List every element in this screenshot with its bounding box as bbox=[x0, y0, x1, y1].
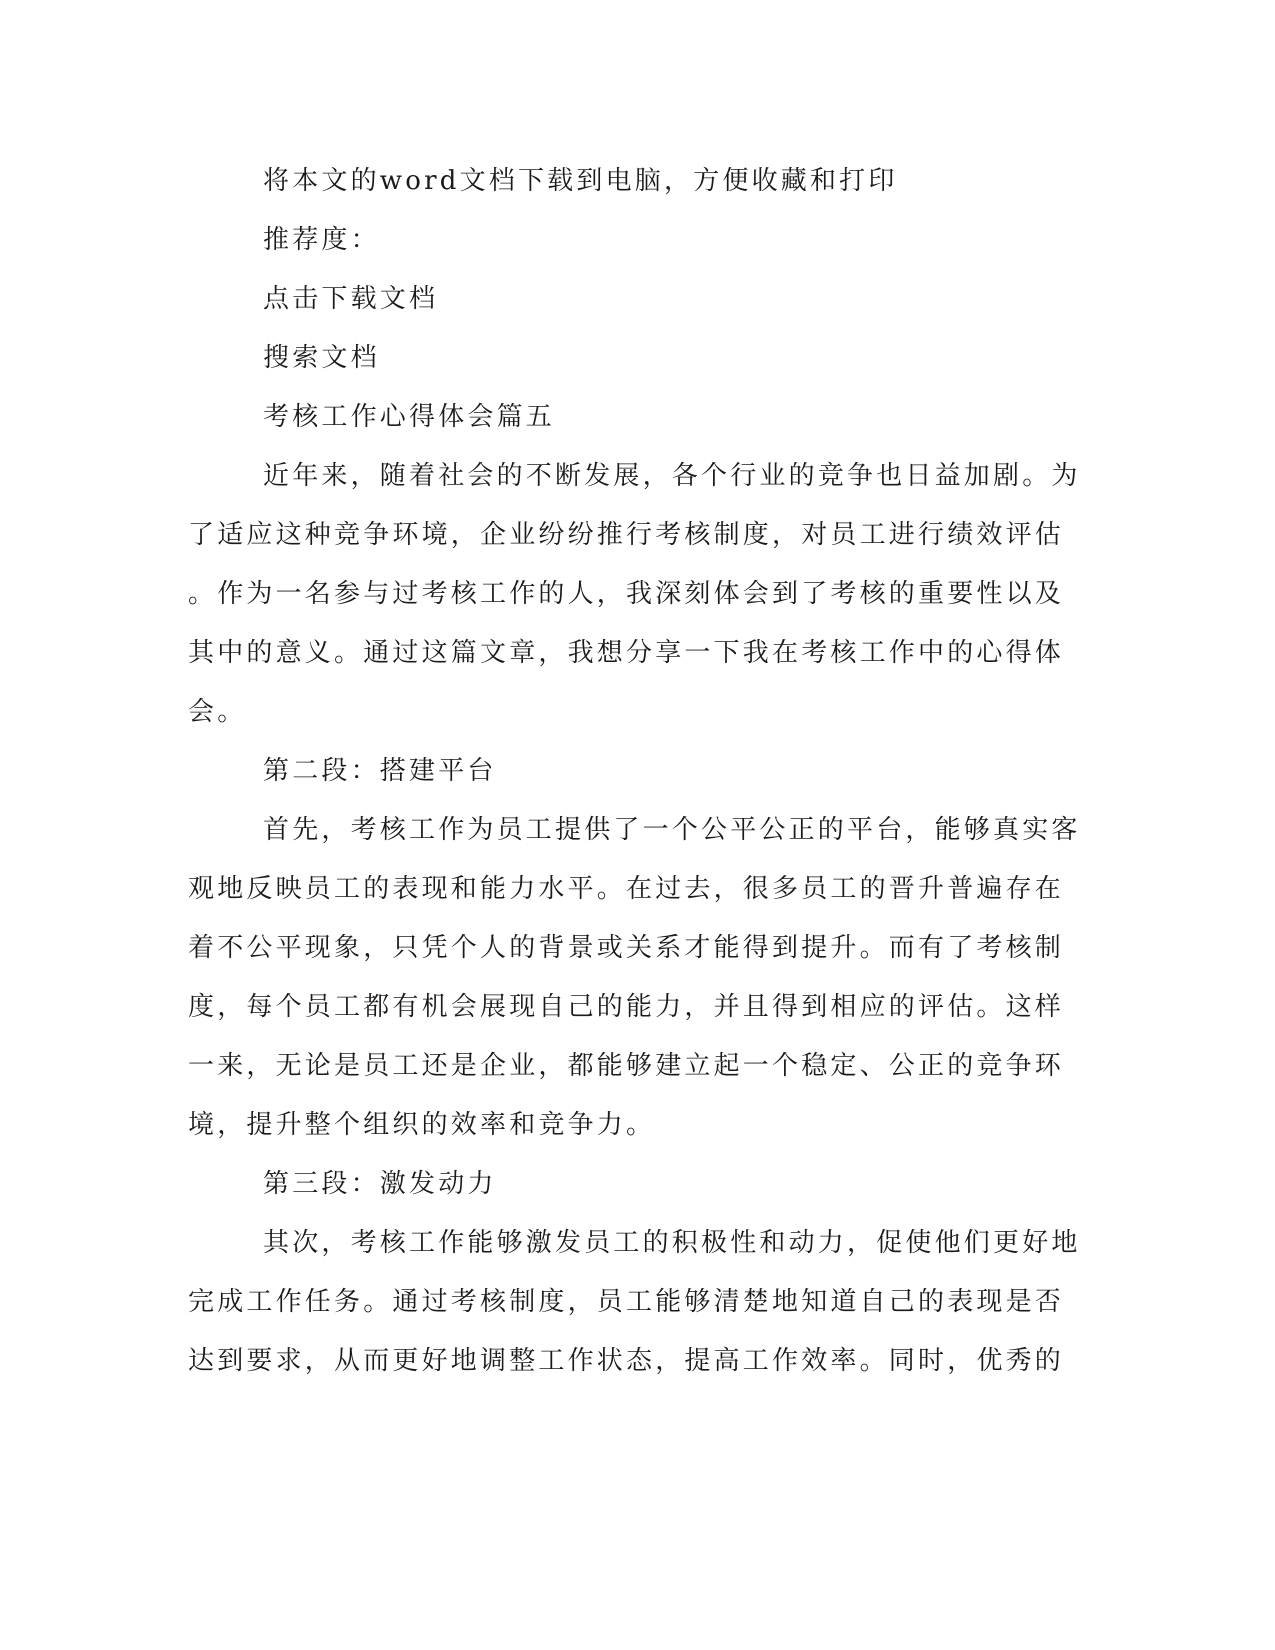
download-note: 将本文的word文档下载到电脑，方便收藏和打印 bbox=[263, 166, 898, 196]
section3-line: 达到要求，从而更好地调整工作状态，提高工作效率。同时，优秀的 bbox=[188, 1346, 1065, 1376]
intro-line: 其中的意义。通过这篇文章，我想分享一下我在考核工作中的心得体 bbox=[188, 638, 1065, 668]
intro-line: 了适应这种竞争环境，企业纷纷推行考核制度，对员工进行绩效评估 bbox=[188, 520, 1065, 550]
section2-line: 着不公平现象，只凭个人的背景或关系才能得到提升。而有了考核制 bbox=[188, 933, 1065, 963]
section2-line: 度，每个员工都有机会展现自己的能力，并且得到相应的评估。这样 bbox=[188, 992, 1065, 1022]
section2-line: 一来，无论是员工还是企业，都能够建立起一个稳定、公正的竞争环 bbox=[188, 1051, 1065, 1081]
download-link[interactable]: 点击下载文档 bbox=[263, 284, 439, 314]
intro-line: 会。 bbox=[188, 697, 247, 727]
section3-line: 其次，考核工作能够激发员工的积极性和动力，促使他们更好地 bbox=[263, 1228, 1081, 1258]
section2-line: 观地反映员工的表现和能力水平。在过去，很多员工的晋升普遍存在 bbox=[188, 874, 1065, 904]
section2-line: 首先，考核工作为员工提供了一个公平公正的平台，能够真实客 bbox=[263, 815, 1081, 845]
section-heading-2: 第二段：搭建平台 bbox=[263, 756, 497, 786]
intro-line: 。作为一名参与过考核工作的人，我深刻体会到了考核的重要性以及 bbox=[188, 579, 1065, 609]
article-title: 考核工作心得体会篇五 bbox=[263, 402, 556, 432]
section-heading-3: 第三段：激发动力 bbox=[263, 1169, 497, 1199]
intro-line: 近年来，随着社会的不断发展，各个行业的竞争也日益加剧。为 bbox=[263, 461, 1081, 491]
section3-line: 完成工作任务。通过考核制度，员工能够清楚地知道自己的表现是否 bbox=[188, 1287, 1065, 1317]
search-link[interactable]: 搜索文档 bbox=[263, 343, 380, 373]
recommendation-label: 推荐度： bbox=[263, 225, 380, 255]
section2-line: 境，提升整个组织的效率和竞争力。 bbox=[188, 1110, 656, 1140]
